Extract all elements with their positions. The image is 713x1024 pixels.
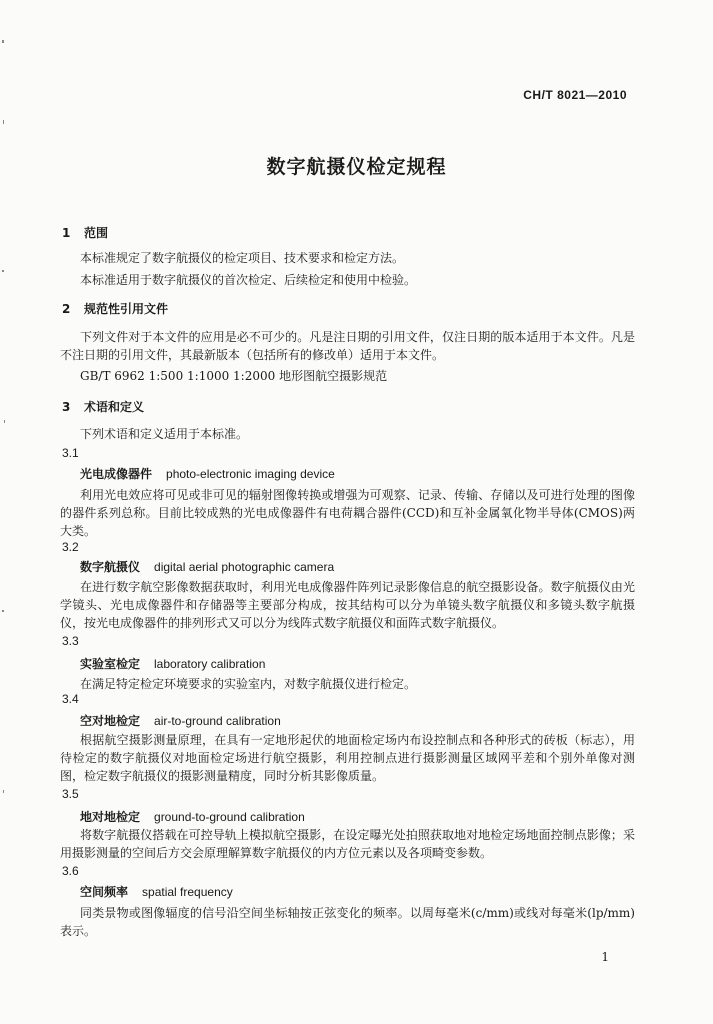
paragraph: 本标准适用于数字航摄仪的首次检定、后续检定和使用中检验。 bbox=[80, 273, 417, 287]
section-3-heading bbox=[62, 398, 144, 415]
term-heading bbox=[80, 712, 281, 729]
section-1-heading bbox=[62, 224, 108, 241]
scan-speck bbox=[2, 610, 4, 612]
term-number: 3.5 bbox=[62, 787, 79, 801]
paragraph: 下列术语和定义适用于本标准。 bbox=[80, 427, 249, 441]
page-number: 1 bbox=[601, 950, 609, 964]
section-title: 规范性引用文件 bbox=[84, 302, 169, 316]
term-heading bbox=[80, 655, 265, 672]
term-number: 3.6 bbox=[62, 864, 79, 878]
term-en: laboratory calibration bbox=[154, 657, 266, 671]
term-definition: 将数字航摄仪搭载在可控导轨上模拟航空摄影，在设定曝光处拍照获取地对地检定场地面控制点影像；采用摄影测量的空间后方交会原理解算数字航摄仪的内方位元素以及各项畸变参数。 bbox=[60, 828, 635, 860]
term-en: digital aerial photographic camera bbox=[154, 560, 335, 574]
scan-speck bbox=[2, 270, 4, 272]
scan-speck bbox=[3, 120, 4, 124]
reference-item: GB/T 6962 1:500 1:1000 1:2000 地形图航空摄影规范 bbox=[80, 369, 388, 383]
term-definition: 利用光电效应将可见或非可见的辐射图像转换或增强为可观察、记录、传输、存储以及可进行处理的图像的器件系列总称。目前比较成熟的光电成像器件有电荷耦合器件(CCD)和互补金属氧化物半导体(CMOS)两大类。 bbox=[60, 488, 635, 538]
term-en: photo-electronic imaging device bbox=[166, 467, 335, 481]
term-zh: 地对地检定 bbox=[80, 810, 141, 824]
term-number: 3.4 bbox=[62, 692, 79, 706]
term-heading bbox=[80, 883, 233, 900]
term-number: 3.1 bbox=[62, 446, 79, 460]
term-definition: 在满足特定检定环境要求的实验室内，对数字航摄仪进行检定。 bbox=[80, 677, 417, 691]
scan-speck bbox=[3, 790, 4, 793]
scan-speck bbox=[2, 40, 4, 43]
paragraph: 下列文件对于本文件的应用是必不可少的。凡是注日期的引用文件，仅注日期的版本适用于本文件。凡是不注日期的引用文件，其最新版本（包括所有的修改单）适用于本文件。 bbox=[60, 330, 635, 362]
section-number: 1 bbox=[62, 226, 71, 240]
term-definition: 在进行数字航空影像数据获取时，利用光电成像器件阵列记录影像信息的航空摄影设备。数字航摄仪由光学镜头、光电成像器件和存储器等主要部分构成，按其结构可以分为单镜头数字航摄仪和多镜头数字航摄仪，按光电成像器件的排列形式又可以分为线阵式数字航摄仪和面阵式数字航摄仪。 bbox=[60, 580, 635, 630]
standard-code: CH/T 8021—2010 bbox=[523, 88, 627, 102]
section-title: 范围 bbox=[84, 226, 109, 240]
term-en: ground-to-ground calibration bbox=[154, 810, 305, 824]
term-en: spatial frequency bbox=[142, 885, 233, 899]
term-en: air-to-ground calibration bbox=[154, 714, 281, 728]
term-zh: 空间频率 bbox=[80, 885, 129, 899]
section-2-heading bbox=[62, 300, 168, 317]
term-zh: 实验室检定 bbox=[80, 657, 141, 671]
section-number: 2 bbox=[62, 302, 71, 316]
term-zh: 空对地检定 bbox=[80, 714, 141, 728]
scan-speck bbox=[4, 420, 5, 423]
section-title: 术语和定义 bbox=[84, 400, 145, 414]
term-number: 3.3 bbox=[62, 634, 79, 648]
term-heading bbox=[80, 558, 334, 575]
term-zh: 光电成像器件 bbox=[80, 467, 153, 481]
document-title: 数字航摄仪检定规程 bbox=[266, 156, 447, 178]
term-heading bbox=[80, 465, 335, 482]
term-zh: 数字航摄仪 bbox=[80, 560, 141, 574]
term-definition: 根据航空摄影测量原理，在具有一定地形起伏的地面检定场内布设控制点和各种形式的砖板（标志），用待检定的数字航摄仪对地面检定场进行航空摄影，利用控制点进行摄影测量区域网平差和个别外单像对测图，检定数字航摄仪的摄影测量精度，同时分析其影像质量。 bbox=[60, 733, 635, 783]
term-number: 3.2 bbox=[62, 540, 79, 554]
term-heading bbox=[80, 808, 305, 825]
term-definition: 同类景物或图像辐度的信号沿空间坐标轴按正弦变化的频率。以周每毫米(c/mm)或线对每毫米(lp/mm)表示。 bbox=[60, 906, 635, 938]
paragraph: 本标准规定了数字航摄仪的检定项目、技术要求和检定方法。 bbox=[80, 251, 405, 265]
section-number: 3 bbox=[62, 400, 71, 414]
